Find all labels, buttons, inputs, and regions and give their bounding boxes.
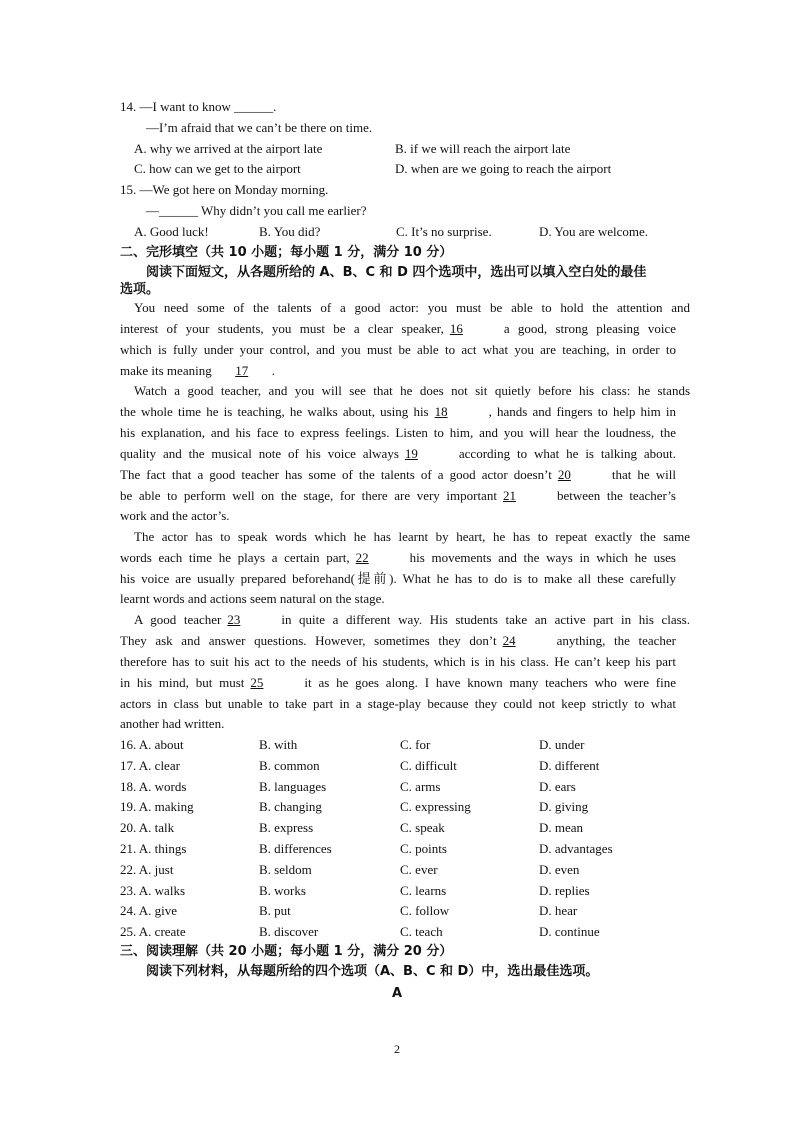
section-heading: 二、完形填空（共 10 小题；每小题 1 分，满分 10 分） [120,245,453,260]
cloze-option: 17. A. clear [120,757,180,773]
answer-option: B. You did? [259,224,321,239]
cloze-option: D. under [539,737,585,752]
cloze-option: C. points [400,841,447,856]
passage-line [134,610,690,630]
cloze-option: D. giving [539,799,589,815]
passage-line: therefore has to suit his act to the needs of his students, which is in his class. He can’t keep his part [120,654,676,669]
passage-text: They ask and answer questions. However, sometimes they don’t [120,633,497,648]
passage-line [120,319,676,339]
section-instructions: 选项。 [120,282,160,297]
cloze-option: C. arms [400,778,441,794]
passage-text: make its meaning [120,363,212,378]
question-14-reply: —I’m afraid that we can’t be there on time. [146,120,373,135]
cloze-option: 19. A. making [120,799,194,815]
passage-line: his explanation, and his face to express feelings. Listen to him, and you will hear the loudness, the [120,425,676,440]
cloze-option: D. even [539,861,580,877]
cloze-option: C. expressing [400,799,471,815]
cloze-option: C. difficult [400,757,457,773]
cloze-option: 16. A. about [120,737,184,752]
blank-number: 18 [434,404,448,419]
passage-line: The actor has to speak words which he has learnt by heart, he has to repeat exactly the same [134,529,690,544]
blank-number: 20 [557,467,571,482]
answer-option: A. Good luck! [134,224,209,239]
passage-text: a good, strong pleasing voice [503,321,676,336]
passage-text: The fact that a good teacher has some of the talents of a good actor doesn’t [120,467,552,482]
page-number: 2 [394,1042,400,1056]
passage-text: that he will [611,467,676,482]
cloze-option: 22. A. just [120,861,174,877]
cloze-option: 20. A. talk [120,820,175,836]
cloze-option: C. follow [400,903,450,919]
passage-text: it as he goes along. I have known many teachers who were fine [304,675,676,690]
cloze-option: 23. A. walks [120,882,185,898]
section-heading: 三、阅读理解（共 20 小题；每小题 1 分，满分 20 分） [120,944,453,959]
passage-text: quality and the musical note of his voice always [120,446,399,461]
passage-line [120,631,676,651]
question-14-stem: 14. —I want to know ______. [120,99,277,114]
answer-option: B. if we will reach the airport late [395,141,571,156]
passage-text: be able to perform well on the stage, for there are very important [120,488,497,503]
answer-option: D. when are we going to reach the airport [395,161,612,176]
passage-line: actors in class but unable to take part in a stage-play because they could not keep strictly to what [120,696,676,711]
section-instructions: 阅读下面短文，从各题所给的 A、B、C 和 D 四个选项中，选出可以填入空白处的最佳 [146,265,647,280]
passage-line [120,465,676,485]
passage-line: You need some of the talents of a good actor: you must be able to hold the attention and [134,300,690,315]
answer-option: C. how can we get to the airport [134,161,301,176]
blank-number: 22 [355,550,369,565]
passage-label: A [391,986,403,1001]
blank-number: 16 [449,321,463,336]
question-15-reply: —______ Why didn’t you call me earlier? [146,203,367,218]
passage-text: the whole time he is teaching, he walks about, using his [120,404,429,419]
cloze-option: B. differences [259,841,332,856]
passage-text: between the teacher’s [556,488,676,503]
cloze-option: B. express [259,820,314,836]
passage-line: Watch a good teacher, and you will see that he does not sit quietly before his class: he stands [134,383,690,398]
cloze-option: C. for [400,737,431,752]
blank-number: 23 [227,612,241,627]
passage-text: his movements and the ways in which he uses [409,550,676,565]
cloze-option: D. hear [539,903,578,919]
cloze-option: B. with [259,737,298,752]
blank-number: 19 [404,446,418,461]
passage-line [120,548,676,568]
blank-number: 25 [250,675,264,690]
passage-line: another had written. [120,716,225,731]
question-15-stem: 15. —We got here on Monday morning. [120,182,329,197]
passage-text: anything, the teacher [556,633,676,648]
passage-line [120,361,676,381]
cloze-option: B. discover [259,924,319,940]
passage-line [120,402,676,422]
passage-line: which is fully under your control, and you must be able to act what you are teaching, in order to [120,342,676,357]
blank-number: 21 [502,488,516,503]
passage-text: interest of your students, you must be a clear speaker, [120,321,444,336]
passage-text: . [271,363,275,378]
cloze-option: D. continue [539,924,600,940]
passage-line [120,486,676,506]
cloze-option: 25. A. create [120,924,186,940]
cloze-option: D. replies [539,882,590,898]
passage-text: in quite a different way. His students take an active part in his class. [281,612,690,627]
passage-text: words each time he plays a certain part, [120,550,350,565]
cloze-option: B. seldom [259,861,312,877]
cloze-option: D. mean [539,820,584,836]
passage-text: according to what he is talking about. [458,446,676,461]
cloze-option: 24. A. give [120,903,178,919]
answer-option: C. It’s no surprise. [396,224,492,239]
cloze-option: C. ever [400,861,438,877]
cloze-option: 18. A. words [120,778,187,794]
passage-line [120,444,676,464]
cloze-option: 21. A. things [120,841,187,856]
passage-text: in his mind, but must [120,675,245,690]
cloze-option: D. different [539,757,600,773]
passage-text: , hands and fingers to help him in [488,404,676,419]
passage-line: work and the actor’s. [120,508,230,523]
cloze-option: C. speak [400,820,445,836]
answer-option: A. why we arrived at the airport late [134,141,323,156]
cloze-option: B. common [259,757,320,773]
cloze-option: B. works [259,882,306,898]
passage-line [120,673,676,693]
passage-line: his voice are usually prepared beforehand(提前). What he has to do is to make all these carefully [120,571,676,586]
passage-text: A good teacher [134,612,222,627]
answer-option: D. You are welcome. [539,224,649,239]
passage-line: learnt words and actions seem natural on the stage. [120,591,385,606]
blank-number: 24 [502,633,516,648]
cloze-option: D. ears [539,778,576,794]
cloze-option: C. learns [400,882,447,898]
cloze-option: B. changing [259,799,322,815]
cloze-option: B. languages [259,778,327,794]
cloze-option: B. put [259,903,291,919]
blank-number: 17 [235,363,249,378]
section-instructions: 阅读下列材料，从每题所给的四个选项（A、B、C 和 D）中，选出最佳选项。 [146,964,599,979]
cloze-option: C. teach [400,924,443,940]
cloze-option: D. advantages [539,841,613,856]
